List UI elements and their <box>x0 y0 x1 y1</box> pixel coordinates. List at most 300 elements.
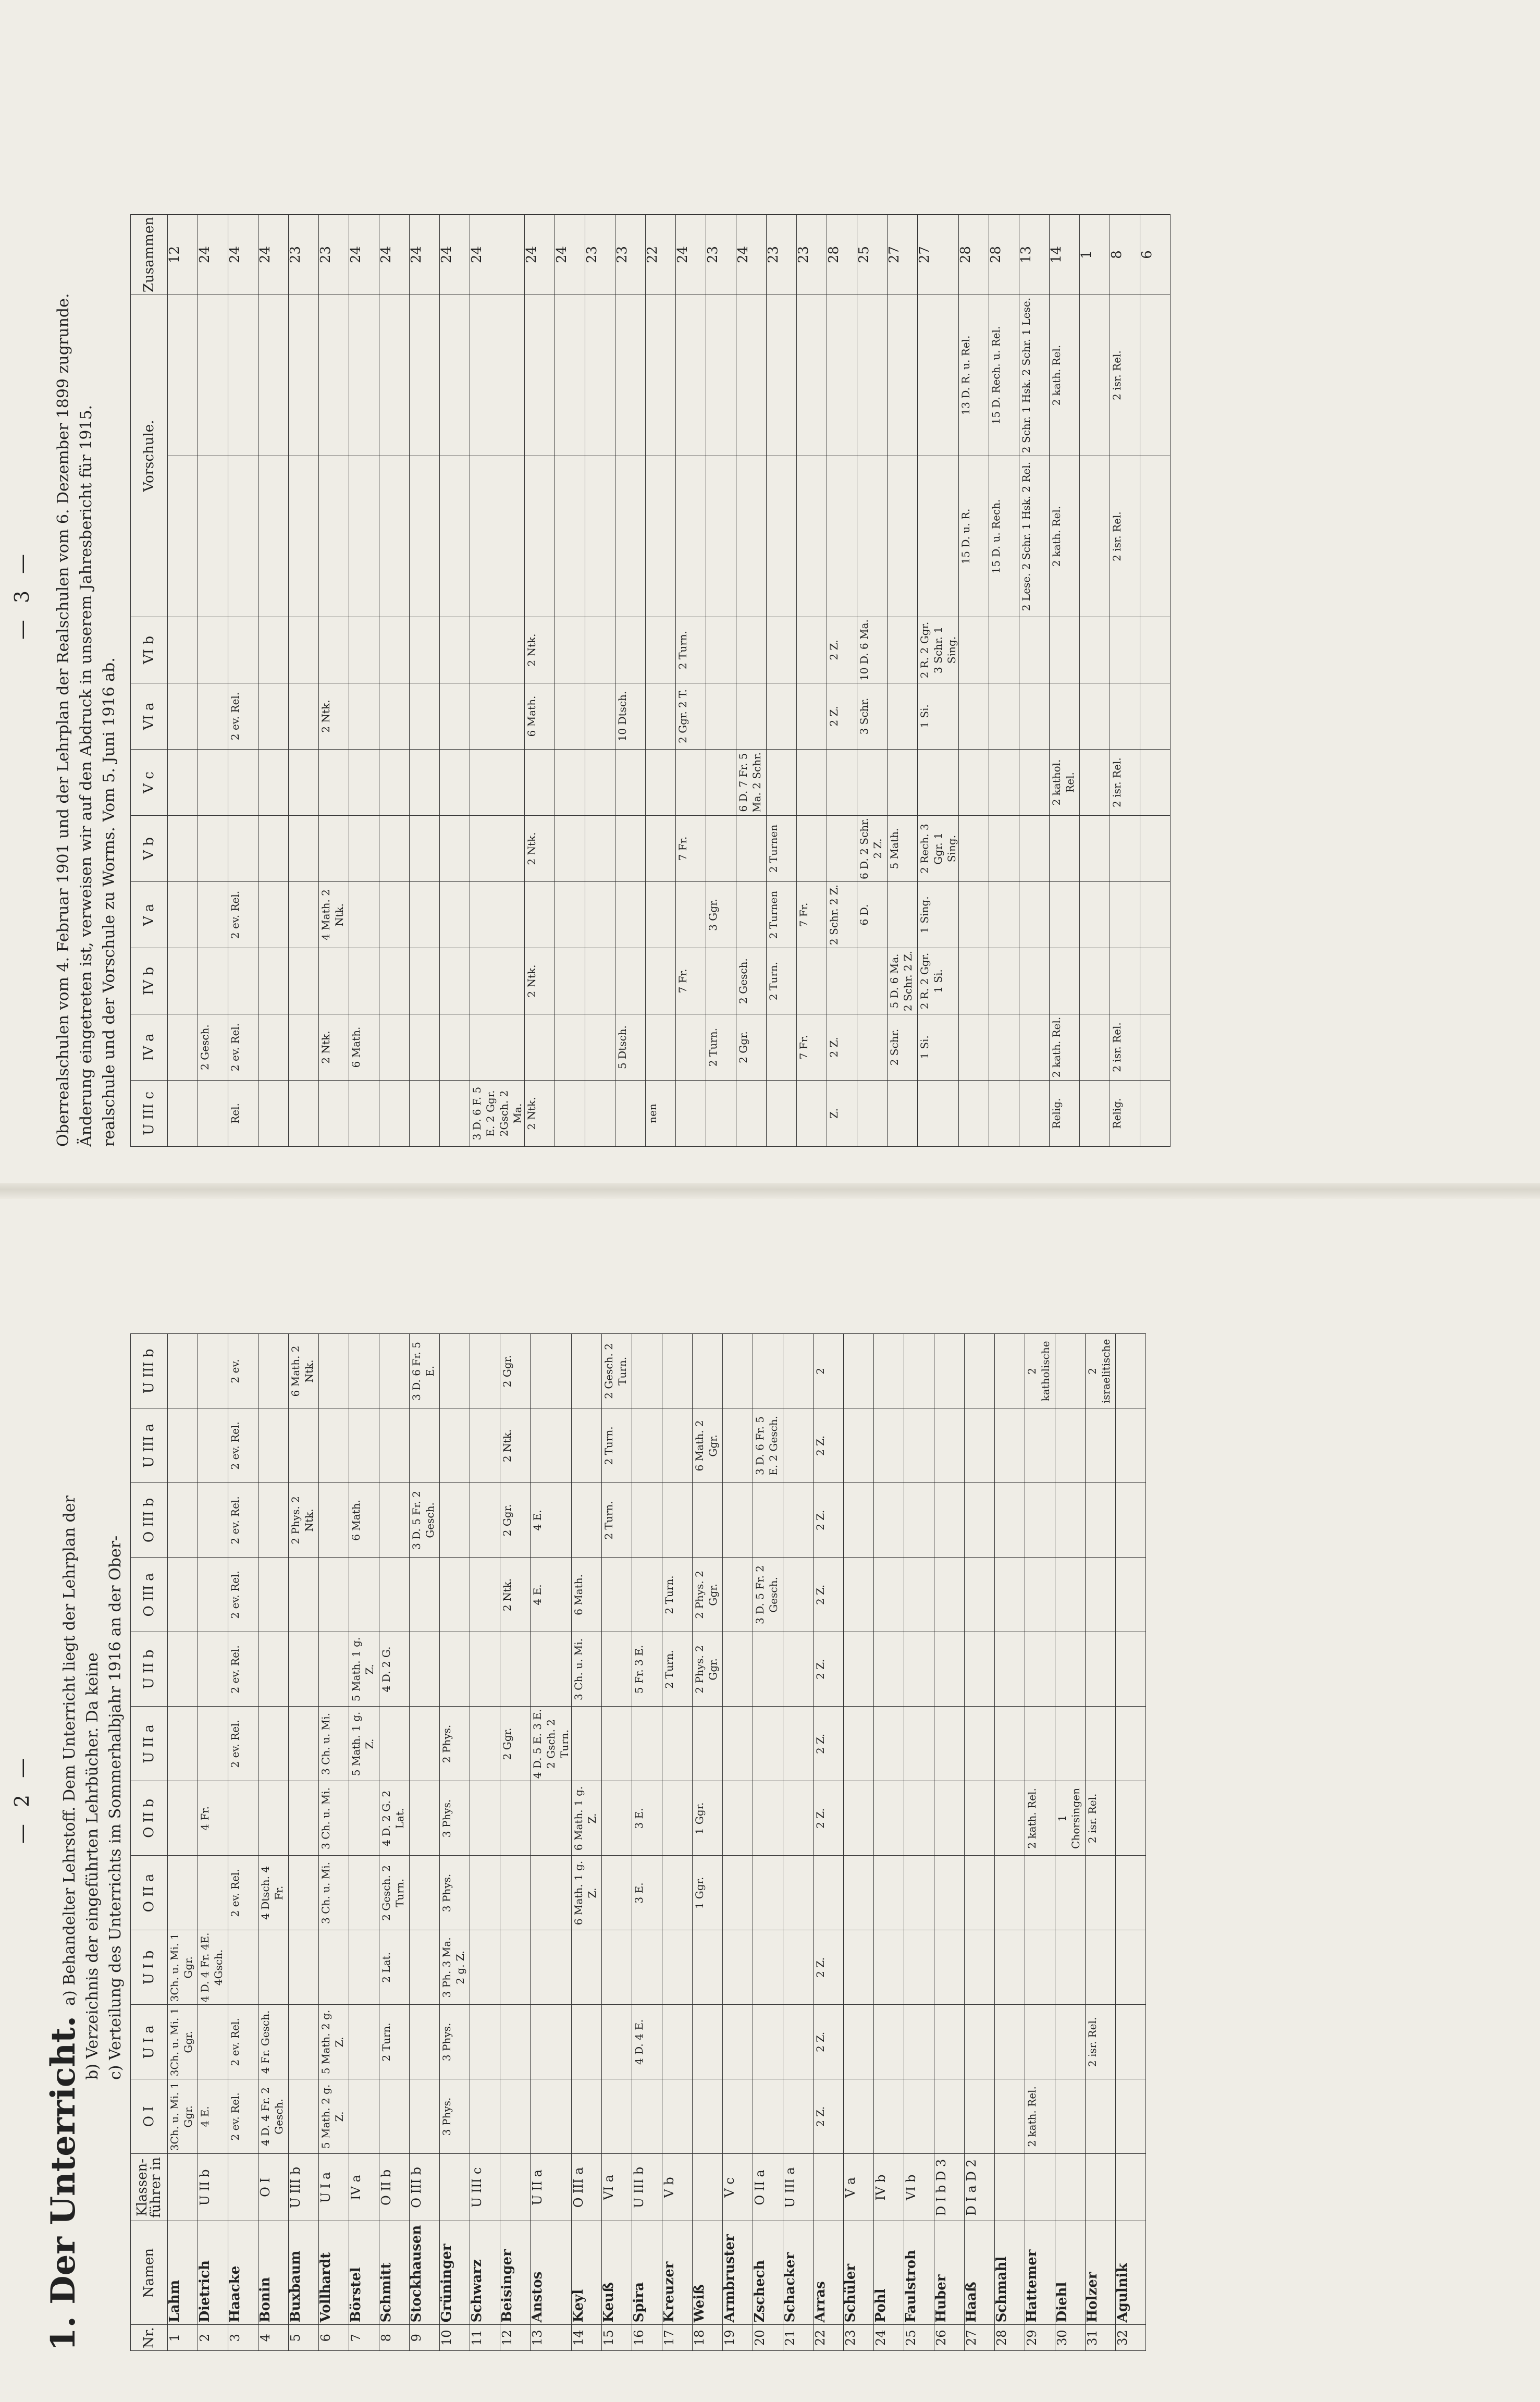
lesson-cell <box>228 816 258 882</box>
vorschule-cell <box>676 456 706 617</box>
lesson-cell <box>615 617 646 683</box>
lesson-cell <box>783 1483 814 1558</box>
class-leader: O I <box>258 2154 289 2221</box>
total-hours: 12 <box>168 214 198 295</box>
table-row <box>198 1334 228 2351</box>
lesson-cell <box>525 1014 555 1081</box>
lesson-cell <box>440 1558 470 1632</box>
table-row <box>585 214 615 1146</box>
vorschule-cell <box>379 456 410 617</box>
lesson-cell: 3 D. 6 Fr. 5 E. 2 Gesch. <box>753 1408 783 1483</box>
vorschule-cell <box>440 456 470 617</box>
lesson-cell: 2 kath. Rel. <box>1025 1781 1055 1856</box>
lesson-cell <box>500 1632 531 1707</box>
lesson-cell: 6 Math. 1 g. Z. <box>572 1856 602 1930</box>
lesson-cell <box>319 1408 349 1483</box>
class-leader: U II a <box>531 2154 572 2221</box>
teacher-name: Arras <box>814 2221 844 2325</box>
vorschule-cell <box>228 295 258 456</box>
total-hours: 13 <box>1019 214 1050 295</box>
lesson-cell <box>934 2005 965 2079</box>
lesson-cell: 2 Gesch. <box>736 948 767 1014</box>
lesson-cell <box>531 1408 572 1483</box>
lesson-cell <box>965 1781 995 1856</box>
lesson-cell <box>289 1632 319 1707</box>
lesson-cell: 5 Math. 2 g. Z. <box>319 2079 349 2154</box>
lesson-cell: 2 Turn. <box>662 1632 693 1707</box>
class-leader: D I b D 3 <box>934 2154 965 2221</box>
column-header: O III b <box>131 1483 168 1558</box>
lesson-cell <box>470 2005 500 2079</box>
vorschule-cell: 2 Schr. 1 Hsk. 2 Schr. 1 Lese. <box>1019 295 1050 456</box>
teacher-name: Schmitt <box>379 2221 410 2325</box>
lesson-cell: 3 Schr. <box>857 683 888 750</box>
table-row <box>934 1334 965 2351</box>
vorschule-cell <box>615 295 646 456</box>
lesson-cell <box>258 882 289 948</box>
lesson-cell <box>168 1632 198 1707</box>
teacher-name: Bonin <box>258 2221 289 2325</box>
lesson-cell <box>753 1334 783 1408</box>
lesson-cell: 4 E. <box>531 1483 572 1558</box>
vorschule-cell <box>198 456 228 617</box>
column-header: O I <box>131 2079 168 2154</box>
lesson-cell <box>646 948 676 1014</box>
lesson-cell <box>470 617 525 683</box>
lesson-cell: 2 kathol. Rel. <box>1050 750 1080 816</box>
teacher-name: Stockhausen <box>410 2221 440 2325</box>
total-hours: 24 <box>410 214 440 295</box>
table-row <box>753 1334 783 2351</box>
lesson-cell <box>1025 1856 1055 1930</box>
row-number: 31 <box>1086 2325 1116 2351</box>
lesson-cell <box>349 617 379 683</box>
vorschule-cell <box>827 456 857 617</box>
table-row <box>662 1334 693 2351</box>
lesson-cell <box>379 683 410 750</box>
lesson-cell <box>319 1632 349 1707</box>
lesson-cell <box>349 683 379 750</box>
lesson-cell: 2 Phys. 2 Ggr. <box>693 1632 723 1707</box>
lesson-cell <box>410 2005 440 2079</box>
lesson-cell <box>904 1707 934 1781</box>
lesson-cell <box>470 1707 500 1781</box>
lesson-cell <box>555 948 585 1014</box>
vorschule-cell: 15 D. u. R. <box>959 456 989 617</box>
lesson-cell <box>602 1856 632 1930</box>
lesson-cell: 2 Ntk. <box>525 617 555 683</box>
lesson-cell <box>1140 1014 1171 1081</box>
lesson-cell <box>1050 816 1080 882</box>
row-number: 21 <box>783 2325 814 2351</box>
lesson-cell: 1 Si. <box>918 1014 959 1081</box>
lesson-cell <box>289 1856 319 1930</box>
row-number: 18 <box>693 2325 723 2351</box>
lesson-cell <box>198 1408 228 1483</box>
lesson-cell <box>1140 816 1171 882</box>
page-fold <box>0 1183 1540 1199</box>
page-2-header-row <box>131 1334 168 2351</box>
row-number: 30 <box>1055 2325 1086 2351</box>
lesson-cell: 2 Turn. <box>767 948 797 1014</box>
lesson-cell <box>632 1408 662 1483</box>
lesson-cell <box>440 683 470 750</box>
lesson-cell <box>1086 1707 1116 1781</box>
table-row <box>228 214 258 1146</box>
table-row <box>874 1334 904 2351</box>
column-header: U I b <box>131 1930 168 2005</box>
lesson-cell <box>995 1408 1025 1483</box>
lesson-cell <box>965 2005 995 2079</box>
lesson-cell <box>168 683 198 750</box>
lesson-cell <box>1055 2005 1086 2079</box>
lesson-cell: 3 D. 6 F. 5 E. 2 Ggr. 2Gsch. 2 Ma. <box>470 1081 525 1147</box>
lesson-cell <box>736 683 767 750</box>
lesson-cell: 2 Turn. <box>379 2005 410 2079</box>
teacher-name: Schacker <box>783 2221 814 2325</box>
class-leader: U I a <box>319 2154 349 2221</box>
lesson-cell <box>1025 1558 1055 1632</box>
lesson-cell <box>168 617 198 683</box>
teacher-name: Zschech <box>753 2221 783 2325</box>
class-leader: IV b <box>874 2154 904 2221</box>
table-row <box>349 214 379 1146</box>
lesson-cell <box>572 1483 602 1558</box>
lesson-cell: 2 Phys. 2 Ntk. <box>289 1483 319 1558</box>
lesson-cell <box>258 1081 289 1147</box>
vorschule-cell: 2 isr. Rel. <box>1110 456 1140 617</box>
lesson-cell <box>1086 1856 1116 1930</box>
lesson-cell <box>723 1856 753 1930</box>
lesson-cell <box>168 1856 198 1930</box>
page-2-title: 1. Der Unterricht. <box>44 2015 83 2351</box>
lesson-cell <box>874 1483 904 1558</box>
lesson-cell <box>844 1558 874 1632</box>
lesson-cell <box>1086 1930 1116 2005</box>
lesson-cell <box>585 750 615 816</box>
lesson-cell <box>319 1558 349 1632</box>
lesson-cell <box>1116 1408 1146 1483</box>
lesson-cell <box>995 1558 1025 1632</box>
lesson-cell <box>500 2005 531 2079</box>
teacher-name: Beisinger <box>500 2221 531 2325</box>
lesson-cell <box>995 2079 1025 2154</box>
lesson-cell: 2 israelitische <box>1086 1334 1116 1408</box>
vorschule-cell <box>410 456 440 617</box>
column-header: U III a <box>131 1408 168 1483</box>
lesson-cell <box>693 2005 723 2079</box>
lesson-cell: 2 isr. Rel. <box>1086 2005 1116 2079</box>
lesson-cell <box>410 1856 440 1930</box>
lesson-cell <box>646 617 676 683</box>
lesson-cell <box>1050 617 1080 683</box>
total-hours: 25 <box>857 214 888 295</box>
lesson-cell <box>258 1408 289 1483</box>
class-leader <box>1055 2154 1086 2221</box>
lesson-cell: 5 Math. 2 g. Z. <box>319 2005 349 2079</box>
lesson-cell <box>723 2079 753 2154</box>
lesson-cell <box>676 1081 706 1147</box>
vorschule-cell <box>918 295 959 456</box>
lesson-cell: 6 Math. <box>525 683 555 750</box>
total-hours: 24 <box>676 214 706 295</box>
lesson-cell: 2 ev. <box>228 1334 258 1408</box>
vorschule-cell <box>228 456 258 617</box>
lesson-cell <box>706 948 736 1014</box>
class-leader: VI b <box>904 2154 934 2221</box>
lesson-cell <box>1110 683 1140 750</box>
lesson-cell: 4 Dtsch. 4 Fr. <box>258 1856 289 1930</box>
row-number: 2 <box>198 2325 228 2351</box>
table-row <box>1110 214 1140 1146</box>
table-row <box>1019 214 1050 1146</box>
lesson-cell: 2 Z. <box>814 2005 844 2079</box>
lesson-cell <box>470 1408 500 1483</box>
lesson-cell: 1 Ggr. <box>693 1781 723 1856</box>
class-leader: V b <box>662 2154 693 2221</box>
lesson-cell <box>602 1632 632 1707</box>
lesson-cell <box>797 948 827 1014</box>
lesson-cell <box>410 816 440 882</box>
lesson-cell: 4 D. 4 Fr. 4E. 4Gsch. <box>198 1930 228 2005</box>
lesson-cell <box>857 948 888 1014</box>
lesson-cell <box>168 948 198 1014</box>
lesson-cell <box>555 617 585 683</box>
lesson-cell <box>965 1483 995 1558</box>
lesson-cell <box>531 1856 572 1930</box>
total-hours: 6 <box>1140 214 1171 295</box>
lesson-cell: 2 Ntk. <box>319 1014 349 1081</box>
lesson-cell <box>646 1014 676 1081</box>
lesson-cell <box>662 2079 693 2154</box>
lesson-cell <box>646 683 676 750</box>
lesson-cell: 5 D. 6 Ma. 2 Schr. 2 Z. <box>888 948 918 1014</box>
lesson-cell: 2 ev. Rel. <box>228 1558 258 1632</box>
lesson-cell: 7 Fr. <box>676 816 706 882</box>
lesson-cell <box>555 1081 585 1147</box>
lesson-cell <box>1050 948 1080 1014</box>
class-leader: V c <box>723 2154 753 2221</box>
class-leader <box>995 2154 1025 2221</box>
lesson-cell <box>258 1632 289 1707</box>
lesson-cell <box>1110 948 1140 1014</box>
lesson-cell <box>440 1334 470 1408</box>
lesson-cell: 2 Ggr. <box>500 1707 531 1781</box>
lesson-cell <box>783 1856 814 1930</box>
vorschule-cell <box>676 295 706 456</box>
lesson-cell <box>1116 1558 1146 1632</box>
vorschule-cell: 2 isr. Rel. <box>1110 295 1140 456</box>
vorschule-cell <box>706 456 736 617</box>
lesson-cell: 2 Rech. 3 Ggr. 1 Sing. <box>918 816 959 882</box>
lesson-cell: 6 Math. <box>349 1014 379 1081</box>
lesson-cell: 2 Ggr. 2 T. <box>676 683 706 750</box>
lesson-cell <box>1140 1081 1171 1147</box>
lesson-cell: 7 Fr. <box>797 1014 827 1081</box>
table-row <box>572 1334 602 2351</box>
lesson-cell <box>1080 816 1110 882</box>
table-row <box>918 214 959 1146</box>
lesson-cell <box>410 1707 440 1781</box>
lesson-cell <box>827 750 857 816</box>
total-hours: 28 <box>989 214 1019 295</box>
lesson-cell: 2 Ggr. <box>736 1014 767 1081</box>
lesson-cell <box>844 1856 874 1930</box>
lesson-cell <box>1110 816 1140 882</box>
lesson-cell <box>934 1930 965 2005</box>
lesson-cell: 5 Dtsch. <box>615 1014 646 1081</box>
row-number: 1 <box>168 2325 198 2351</box>
lesson-cell: 2 Z. <box>827 1014 857 1081</box>
class-leader: U II b <box>198 2154 228 2221</box>
lesson-cell: 3 Ph. 3 Ma. 2 g. Z. <box>440 1930 470 2005</box>
lesson-cell: 1 Si. <box>918 683 959 750</box>
table-row <box>440 1334 470 2351</box>
lesson-cell <box>410 1558 440 1632</box>
lesson-cell: 2 Turn. <box>662 1558 693 1632</box>
total-hours: 23 <box>706 214 736 295</box>
table-row <box>555 214 585 1146</box>
lesson-cell <box>989 1014 1019 1081</box>
lesson-cell <box>753 1930 783 2005</box>
lesson-cell <box>349 750 379 816</box>
lesson-cell <box>959 683 989 750</box>
lesson-cell <box>410 1081 440 1147</box>
teacher-name: Spira <box>632 2221 662 2325</box>
vorschule-cell <box>1080 456 1110 617</box>
vorschule-cell <box>797 295 827 456</box>
row-number: 24 <box>874 2325 904 2351</box>
vorschule-cell <box>767 295 797 456</box>
lesson-cell <box>440 1632 470 1707</box>
lesson-cell <box>1116 1930 1146 2005</box>
lesson-cell: 6 Math. 1 g. Z. <box>572 1781 602 1856</box>
lesson-cell <box>198 1632 228 1707</box>
table-row <box>1055 1334 1086 2351</box>
lesson-cell: 1 Sing. <box>918 882 959 948</box>
lesson-cell <box>844 1930 874 2005</box>
page-3-table <box>130 214 1171 1147</box>
lesson-cell <box>1055 1558 1086 1632</box>
lesson-cell <box>646 882 676 948</box>
teacher-name: Dietrich <box>198 2221 228 2325</box>
table-row <box>888 214 918 1146</box>
lesson-cell <box>319 1081 349 1147</box>
lesson-cell <box>410 1014 440 1081</box>
lesson-cell: 2 Phys. 2 Ggr. <box>693 1558 723 1632</box>
lesson-cell <box>585 948 615 1014</box>
lesson-cell: 2 Ntk. <box>319 683 349 750</box>
lesson-cell: 4 D. 4 E. <box>632 2005 662 2079</box>
lesson-cell: 2 Turnen <box>767 816 797 882</box>
lesson-cell: 2 ev. Rel. <box>228 683 258 750</box>
teacher-name: Haacke <box>228 2221 258 2325</box>
lesson-cell: 2 Lat. <box>379 1930 410 2005</box>
lesson-cell <box>934 1856 965 1930</box>
vorschule-cell <box>1140 295 1171 456</box>
lesson-cell: 2 Z. <box>827 617 857 683</box>
lesson-cell <box>349 816 379 882</box>
lesson-cell <box>602 1558 632 1632</box>
lesson-cell <box>258 1334 289 1408</box>
column-header: Zusammen <box>131 214 168 295</box>
lesson-cell <box>440 750 470 816</box>
lesson-cell: 2 ev. Rel. <box>228 1707 258 1781</box>
lesson-cell <box>662 1781 693 1856</box>
lesson-cell <box>646 816 676 882</box>
vorschule-cell <box>1140 456 1171 617</box>
teacher-name: Weiß <box>693 2221 723 2325</box>
lesson-cell <box>349 1334 379 1408</box>
lesson-cell <box>319 617 349 683</box>
lesson-cell <box>349 882 379 948</box>
vorschule-cell <box>1080 295 1110 456</box>
lesson-cell <box>289 1408 319 1483</box>
class-leader: VI a <box>602 2154 632 2221</box>
lesson-cell <box>904 1334 934 1408</box>
lesson-cell <box>783 1334 814 1408</box>
lesson-cell <box>615 750 646 816</box>
total-hours: 8 <box>1110 214 1140 295</box>
lesson-cell <box>440 1483 470 1558</box>
lesson-cell <box>289 1930 319 2005</box>
lesson-cell <box>844 1707 874 1781</box>
vorschule-cell <box>646 295 676 456</box>
lesson-cell: 2 Ntk. <box>500 1558 531 1632</box>
lesson-cell <box>440 816 470 882</box>
lesson-cell <box>615 816 646 882</box>
lesson-cell <box>585 617 615 683</box>
lesson-cell: 2 ev. Rel. <box>228 1408 258 1483</box>
lesson-cell <box>995 1334 1025 1408</box>
lesson-cell: 2 Turn. <box>676 617 706 683</box>
lesson-cell <box>531 1334 572 1408</box>
teacher-name: Börstel <box>349 2221 379 2325</box>
table-row <box>168 1334 198 2351</box>
lesson-cell: 2 Z. <box>814 1930 844 2005</box>
lesson-cell <box>198 617 228 683</box>
teacher-name: Holzer <box>1086 2221 1116 2325</box>
lesson-cell <box>410 1930 440 2005</box>
lesson-cell: 3 Phys. <box>440 2005 470 2079</box>
page-3-table-body <box>168 214 1171 1146</box>
lesson-cell <box>989 683 1019 750</box>
vorschule-cell <box>555 295 585 456</box>
lesson-cell <box>440 1408 470 1483</box>
lesson-cell: 6 Math. 2 Ntk. <box>289 1334 319 1408</box>
lesson-cell <box>1019 683 1050 750</box>
lesson-cell <box>602 1781 632 1856</box>
table-row <box>814 1334 844 2351</box>
class-leader <box>693 2154 723 2221</box>
table-row <box>632 1334 662 2351</box>
lesson-cell <box>934 1334 965 1408</box>
vorschule-cell <box>646 456 676 617</box>
vorschule-cell: 15 D. Rech. u. Rel. <box>989 295 1019 456</box>
total-hours: 24 <box>198 214 228 295</box>
lesson-cell <box>904 1558 934 1632</box>
lesson-cell <box>289 1707 319 1781</box>
lesson-cell: 2 Z. <box>827 683 857 750</box>
page-2-intro-a: a) Behandelter Lehrstoff. Dem Unterricht liegt der Lehrplan der <box>60 1496 79 2006</box>
lesson-cell <box>706 683 736 750</box>
lesson-cell <box>959 882 989 948</box>
vorschule-cell <box>470 295 525 456</box>
lesson-cell <box>723 1632 753 1707</box>
page-2-table-body <box>168 1334 1146 2351</box>
table-row <box>965 1334 995 2351</box>
lesson-cell: 2 Gesch. 2 Turn. <box>379 1856 410 1930</box>
